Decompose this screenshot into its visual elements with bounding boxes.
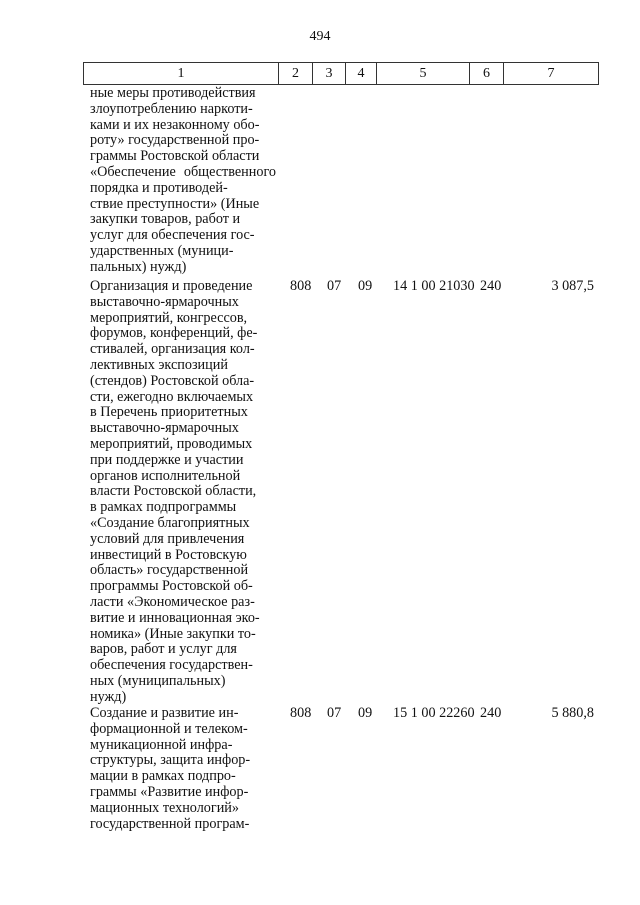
- description-line: ствие преступности» (Иные: [90, 195, 260, 212]
- description-line: выставочно-ярмарочных: [90, 293, 239, 310]
- column-header-7: 7: [504, 63, 599, 85]
- description-line: граммы Ростовской области: [90, 148, 260, 165]
- cell-code-3: 07: [327, 278, 342, 294]
- description-line: форумов, конференций, фе-: [90, 325, 258, 342]
- cell-code-3: 07: [327, 705, 342, 721]
- description-line: услуг для обеспечения гос-: [90, 227, 255, 244]
- cell-code-4: 09: [358, 278, 373, 294]
- description-line: инвестиций в Ростовскую: [90, 546, 247, 563]
- row-description: [90, 706, 276, 832]
- description-line: при поддержке и участии: [90, 451, 244, 468]
- description-line: закупки товаров, работ и: [90, 211, 241, 228]
- cell-code-5: 15 1 00 22260: [393, 705, 475, 721]
- description-line: роту» государственной про-: [90, 132, 260, 149]
- description-line: мероприятий, проводимых: [90, 435, 253, 452]
- description-line: витие и инновационная эко-: [90, 609, 260, 626]
- cell-code-4: 09: [358, 705, 373, 721]
- cell-code-2: 808: [290, 705, 312, 721]
- description-line: выставочно-ярмарочных: [90, 420, 239, 437]
- description-line: Создание и развитие ин-: [90, 705, 239, 721]
- description-line: в Перечень приоритетных: [90, 404, 248, 421]
- description-line: ласти «Экономическое раз-: [90, 593, 255, 610]
- description-line: лективных экспозиций: [90, 356, 228, 373]
- column-header-3: 3: [313, 63, 346, 85]
- description-line: пальных) нужд): [90, 258, 187, 275]
- cell-amount: 5 880,8: [551, 705, 594, 721]
- column-header-6: 6: [470, 63, 504, 85]
- description-line: Организация и проведение: [90, 278, 253, 294]
- description-line: органов исполнительной: [90, 467, 241, 484]
- description-line: ных (муниципальных): [90, 672, 226, 689]
- description-line: формационной и телеком-: [90, 720, 248, 737]
- cell-code-5: 14 1 00 21030: [393, 278, 475, 294]
- description-line: ками и их незаконному обо-: [90, 116, 260, 133]
- description-line: структуры, защита инфор-: [90, 752, 251, 769]
- description-line: «Обеспечение общественного порядка и противодей-: [90, 163, 276, 196]
- description-line: государственной програм-: [90, 815, 250, 832]
- description-line: сти, ежегодно включаемых: [90, 388, 254, 405]
- column-header-1: 1: [84, 63, 279, 85]
- column-header-row: [83, 62, 599, 85]
- description-line: в рамках подпрограммы: [90, 499, 237, 516]
- description-line: программы Ростовской об-: [90, 578, 253, 595]
- description-line: варов, работ и услуг для: [90, 641, 237, 658]
- description-line: муникационной инфра-: [90, 736, 233, 753]
- description-line: условий для привлечения: [90, 530, 245, 547]
- column-header-2: 2: [279, 63, 313, 85]
- description-line: ударственных (муници-: [90, 242, 234, 259]
- description-line: «Создание благоприятных: [90, 514, 250, 531]
- cell-amount: 3 087,5: [551, 278, 594, 294]
- description-line: мационных технологий»: [90, 799, 239, 816]
- description-line: злоупотреблению наркоти-: [90, 100, 253, 117]
- column-header-4: 4: [346, 63, 377, 85]
- description-line: власти Ростовской области,: [90, 483, 257, 500]
- description-line: мации в рамках подпро-: [90, 768, 236, 785]
- description-line: нужд): [90, 688, 127, 705]
- description-line: обеспечения государствен-: [90, 657, 253, 674]
- cell-code-2: 808: [290, 278, 312, 294]
- description-line: граммы «Развитие инфор-: [90, 783, 249, 800]
- description-line: номика» (Иные закупки то-: [90, 625, 256, 642]
- description-line: область» государственной: [90, 562, 249, 579]
- description-line: мероприятий, конгрессов,: [90, 309, 248, 326]
- column-header-5: 5: [377, 63, 470, 85]
- row-description: [90, 86, 276, 276]
- page-number: 494: [309, 29, 331, 44]
- description-line: ные меры противодействия: [90, 85, 256, 101]
- description-line: (стендов) Ростовской обла-: [90, 372, 255, 389]
- cell-code-6: 240: [480, 278, 502, 294]
- row-description: [90, 279, 276, 706]
- description-line: стивалей, организация кол-: [90, 341, 255, 358]
- cell-code-6: 240: [480, 705, 502, 721]
